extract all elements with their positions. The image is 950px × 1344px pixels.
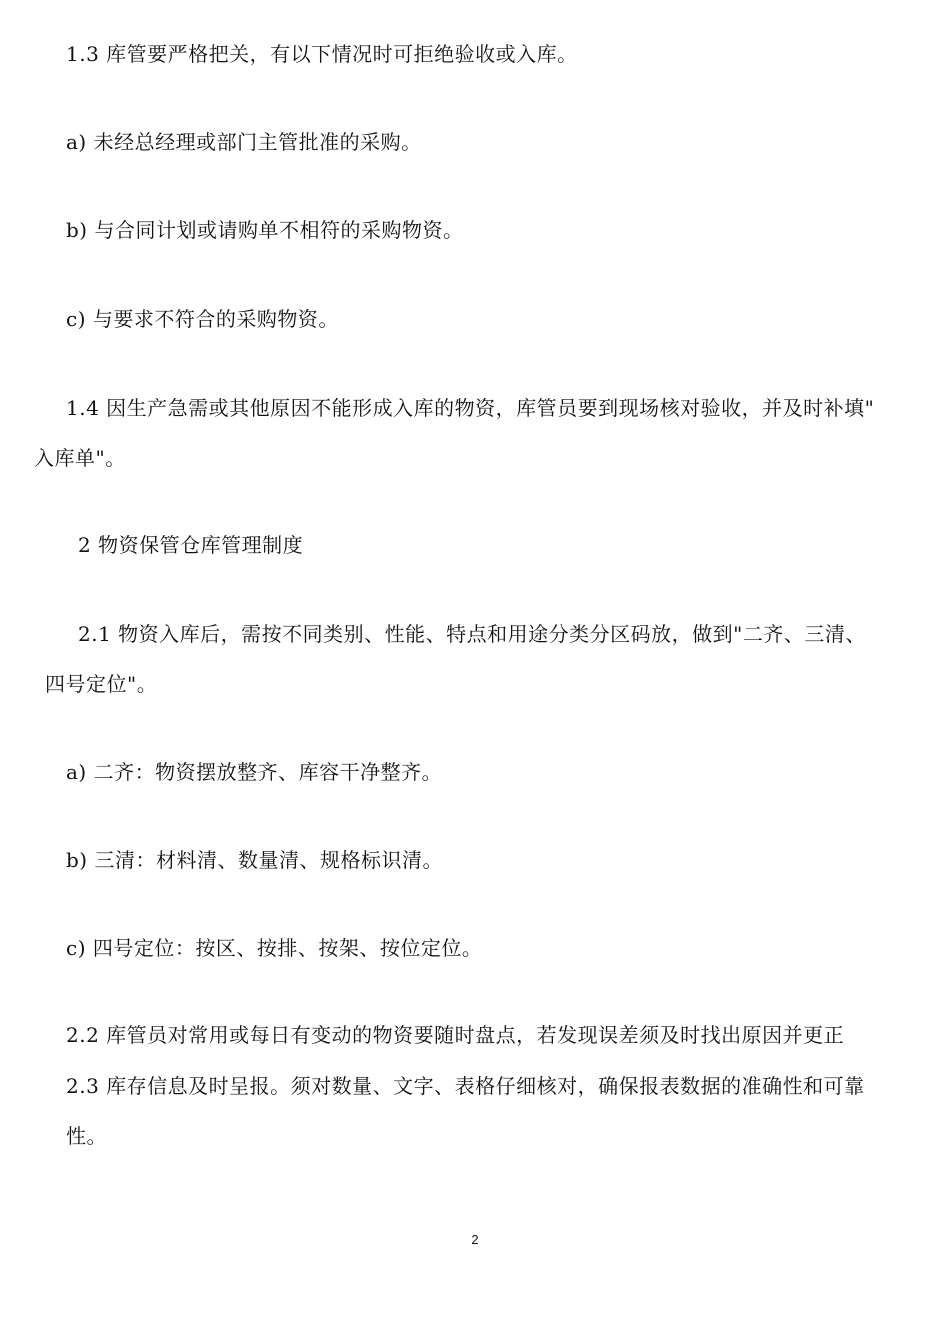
clause-2-3-line-1: 2.3 库存信息及时呈报。须对数量、文字、表格仔细核对，确保报表数据的准确性和可靠 <box>66 1074 865 1098</box>
clause-1-4-line-2: 入库单"。 <box>34 446 126 470</box>
clause-1-3: 1.3 库管要严格把关，有以下情况时可拒绝验收或入库。 <box>66 42 578 66</box>
clause-2-1-item-c: c) 四号定位：按区、按排、按架、按位定位。 <box>66 936 483 960</box>
clause-2-1-item-b: b) 三清：材料清、数量清、规格标识清。 <box>66 848 443 872</box>
clause-2-1-item-a: a) 二齐：物资摆放整齐、库容干净整齐。 <box>66 760 443 784</box>
clause-2-1-line-1: 2.1 物资入库后，需按不同类别、性能、特点和用途分类分区码放，做到"二齐、三清、 <box>78 622 866 646</box>
clause-1-3-item-a: a) 未经总经理或部门主管批准的采购。 <box>66 130 422 154</box>
clause-1-3-item-c: c) 与要求不符合的采购物资。 <box>66 307 339 331</box>
clause-2-2: 2.2 库管员对常用或每日有变动的物资要随时盘点，若发现误差须及时找出原因并更正 <box>66 1023 845 1047</box>
page-number: 2 <box>471 1232 479 1247</box>
clause-2-1-line-2: 四号定位"。 <box>45 672 158 696</box>
clause-1-3-item-b: b) 与合同计划或请购单不相符的采购物资。 <box>66 218 464 242</box>
clause-2-3-line-2: 性。 <box>66 1124 107 1148</box>
section-2-heading: 2 物资保管仓库管理制度 <box>78 533 304 557</box>
clause-1-4-line-1: 1.4 因生产急需或其他原因不能形成入库的物资，库管员要到现场核对验收，并及时补填" <box>66 396 875 420</box>
